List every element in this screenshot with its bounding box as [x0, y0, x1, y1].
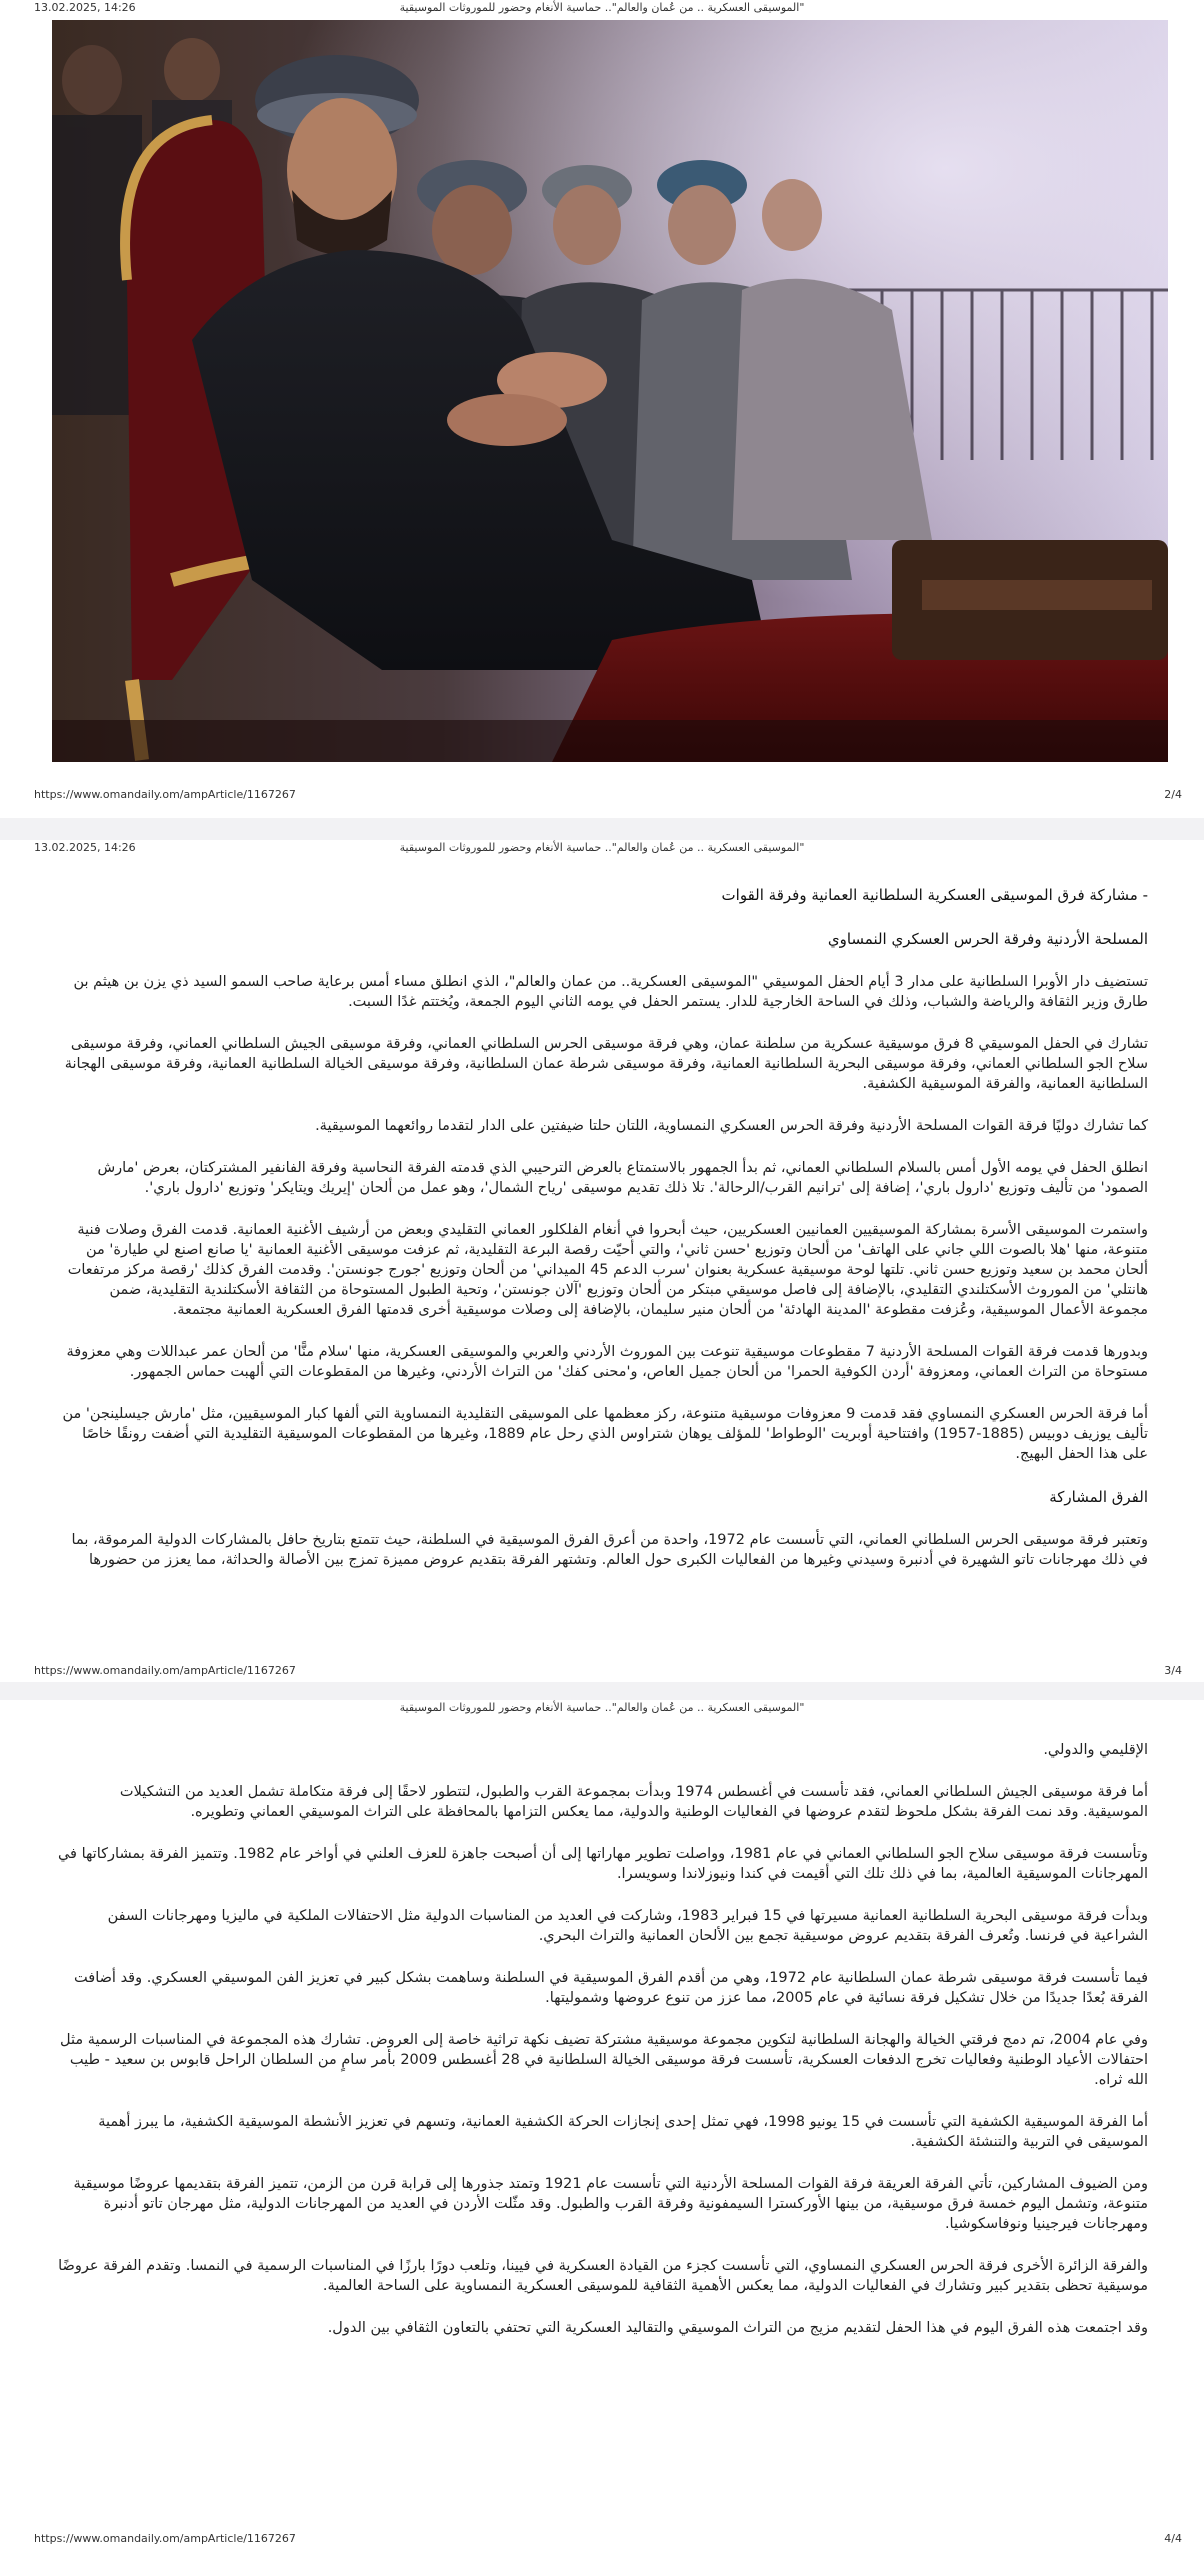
footer-url[interactable]: https://www.omandaily.om/ampArticle/1167267 — [34, 788, 296, 801]
article-photo — [52, 20, 1168, 762]
article-body — [56, 1740, 1148, 2360]
pdf-page-3 — [0, 840, 1204, 1682]
paragraph: واستمرت الموسيقى الأسرة بمشاركة الموسيقيين العمانيين العسكريين، حيث أبحروا في أنغام الفلكلور العماني التقليدي وبعض من أرشيف الأغنية العمانية. قدمت الفرق وصلات فنية متنوعة، منها 'هلا بالصوت اللي جاني على الهاتف' من ألحان وتوزيع 'حسن ثاني'، والتي أحيّت رقصة البرعة التقليدية، ثم عزفت موسيقى الأغنية العمانية 'يا صانع اصنع لي طيارة' من ألحان محمد بن سعيد وتوزيع حسن ثاني. تلتها لوحة موسيقية عسكرية بعنوان 'سرب الدعم 45 الميداني' من ألحان وتوزيع 'جورج جونستن'. وقدمت الفرق كذلك 'رقصة مركز مرتفعات هانتلي' من الموروث الأسكتلندي التقليدي، بالإضافة إلى فاصل موسيقي مبتكر من ألحان وتوزيع 'آلان جونستن'، وتحية الطبول المستوحاة من الثقافة الأسكتلندية التقليدية، ضمن مجموعة الأعمال الموسيقية، وعُزفت مقطوعة 'المدينة الهادئة' من ألحان منير سليمان، بالإضافة إلى وصلات موسيقية أخرى قدمتها الفرق العسكرية العمانية مجتمعة. — [67, 1222, 1148, 1318]
paragraph: أما فرقة الحرس العسكري النمساوي فقد قدمت 9 معزوفات موسيقية متنوعة، ركز معظمها على الموسيقى التقليدية النمساوية التي ألفها كبار الموسيقيين، مثل 'مارش جيسلينجن' من تأليف يوزيف دوبيس (1885-1957) وافتتاحية أوبريت 'الوطواط' للمؤلف يوهان شتراوس الذي رحل عام 1889، وغيرها من المقطوعات الموسيقية التقليدية التي أضفت رونقًا خاصًا على هذا الحفل البهيج. — [62, 1406, 1148, 1462]
paragraph: انطلق الحفل في يومه الأول أمس بالسلام السلطاني العماني، ثم بدأ الجمهور بالاستمتاع بالعرض الترحيبي الذي قدمته الفرقة النحاسية وفرقة الفانفير المشتركتان، بعرض 'مارش الصمود' من تأليف وتوزيع 'دارول باري'، إضافة إلى 'ترانيم القرب/الرحالة'. تلا ذلك تقديم موسيقى 'رياح الشمال'، وهو عمل من ألحان 'إيريك ويتايكر' وتوزيع 'دارول باري'. — [97, 1160, 1148, 1196]
paragraph: الإقليمي والدولي. — [1043, 1742, 1148, 1758]
paragraph: وبدأت فرقة موسيقى البحرية السلطانية العمانية مسيرتها في 15 فبراير 1983، وشاركت في العديد من المناسبات الدولية مثل الاحتفالات الملكية في ماليزيا ومهرجانات السفن الشراعية في فرنسا. وتُعرف الفرقة بتقديم عروض موسيقية تجمع بين الألحان العمانية والتراث البحري. — [107, 1908, 1148, 1944]
print-title: الموسيقى العسكرية .. من عُمان والعالم".. حماسية الأنغام وحضور للموروثات الموسيقية" — [399, 1, 805, 14]
timestamp: 13.02.2025, 14:26 — [34, 1, 136, 14]
page-number: 4/4 — [1164, 2532, 1182, 2545]
timestamp: 13.02.2025, 14:26 — [34, 841, 136, 854]
page-footer — [0, 2532, 1204, 2548]
paragraph: تشارك في الحفل الموسيقي 8 فرق موسيقية عسكرية من سلطنة عمان، وهي فرقة موسيقى الحرس السلطاني العماني، وفرقة موسيقى الجيش السلطاني العماني، وفرقة موسيقى سلاح الجو السلطاني العماني، وفرقة موسيقى البحرية السلطانية العمانية، وفرقة موسيقى شرطة عمان السلطانية، وفرقة موسيقى الخيالة السلطانية العمانية، وفرقة موسيقى الهجانة السلطانية العمانية، والفرقة الموسيقية الكشفية. — [64, 1036, 1148, 1092]
paragraph: وبدورها قدمت فرقة القوات المسلحة الأردنية 7 مقطوعات موسيقية تنوعت بين الموروث الأردني والعربي والموسيقى العسكرية، منها 'سلام منًّا' من ألحان عمر عبداللات وهي معزوفة مستوحاة من التراث العماني، ومعزوفة 'أردن الكوفية الحمرا' من ألحان جميل العاص، و'محنى كفك' من التراث الأردني، وغيرها من المقطوعات التي ألهبت حماس الجمهور. — [66, 1344, 1148, 1380]
paragraph: أما الفرقة الموسيقية الكشفية التي تأسست في 15 يونيو 1998، فهي تمثل إحدى إنجازات الحركة الكشفية العمانية، وتسهم في تعزيز الأنشطة الموسيقية الكشفية، ما يبرز أهمية الموسيقى في التربية والتنشئة الكشفية. — [98, 2114, 1148, 2150]
page-header — [0, 0, 1204, 20]
page-footer — [0, 1664, 1204, 1680]
pdf-page-4 — [0, 1700, 1204, 2560]
paragraph: وتأسست فرقة موسيقى سلاح الجو السلطاني العماني في عام 1981، وواصلت تطوير مهاراتها إلى أن أصبحت جاهزة للعزف العلني في أواخر عام 1982. وتتميز الفرقة بمشاركاتها في المهرجانات الموسيقية العالمية، بما في ذلك تلك التي أقيمت في كندا ونيوزلاندا وسويسرا. — [57, 1846, 1148, 1882]
page-header — [0, 1700, 1204, 1720]
section-heading: - مشاركة فرق الموسيقى العسكرية السلطانية العمانية وفرقة القوات — [721, 886, 1148, 904]
page-number: 3/4 — [1164, 1664, 1182, 1677]
paragraph: فيما تأسست فرقة موسيقى شرطة عمان السلطانية عام 1972، وهي من أقدم الفرق الموسيقية في السلطنة وساهمت بشكل كبير في تعزيز الفن الموسيقي العسكري. وقد أضافت الفرقة بُعدًا جديدًا من خلال تشكيل فرقة نسائية في عام 2005، مما عزز من تنوع عروضها وشموليتها. — [74, 1970, 1148, 2006]
page-number: 2/4 — [1164, 788, 1182, 801]
paragraph: كما تشارك دوليًا فرقة القوات المسلحة الأردنية وفرقة الحرس العسكري النمساوية، اللتان حلتا ضيفتين على الدار لتقدما روائعهما الموسيقية. — [315, 1118, 1148, 1134]
page-footer — [0, 788, 1204, 804]
paragraph: تستضيف دار الأوبرا السلطانية على مدار 3 أيام الحفل الموسيقي "الموسيقى العسكرية.. من عمان والعالم"، الذي انطلق مساء أمس برعاية صاحب السمو السيد ذي يزن بن هيثم بن طارق وزير الثقافة والرياضة والشباب، وذلك في الساحة الخارجية للدار. يستمر الحفل في يومه الثاني اليوم الجمعة، ويُختتم غدًا السبت. — [73, 974, 1148, 1010]
print-title: الموسيقى العسكرية .. من عُمان والعالم".. حماسية الأنغام وحضور للموروثات الموسيقية" — [399, 1701, 805, 1714]
pdf-page-2 — [0, 0, 1204, 818]
paragraph: والفرقة الزائرة الأخرى فرقة الحرس العسكري النمساوي، التي تأسست كجزء من القيادة العسكرية في فيينا، وتلعب دورًا بارزًا في المناسبات الرسمية في النمسا. وتقدم الفرقة عروضًا موسيقية تحظى بتقدير كبير وتشارك في الفعاليات الدولية، مما يعكس الأهمية الثقافية للموسيقى العسكرية النمساوية على الساحة العالمية. — [58, 2258, 1148, 2294]
print-title: الموسيقى العسكرية .. من عُمان والعالم".. حماسية الأنغام وحضور للموروثات الموسيقية" — [399, 841, 805, 854]
article-body — [56, 884, 1148, 1592]
paragraph: ومن الضيوف المشاركين، تأتي الفرقة العريقة فرقة القوات المسلحة الأردنية التي تأسست عام 1921 وتمتد جذورها إلى قرابة قرن من الزمن، تتميز الفرقة بتقديمها عروضًا موسيقية متنوعة، وتشمل اليوم خمسة فرق موسيقية، من بينها الأوركسترا السيمفونية وفرقة القرب والطبول. وقد مثّلت الأردن في العديد من المهرجانات الدولية، مثل مهرجان تاتو أدنبرة ومهرجانات فيرجينيا ونوفاسكوشيا. — [73, 2176, 1148, 2232]
page-header — [0, 840, 1204, 860]
section-heading: الفرق المشاركة — [1049, 1488, 1148, 1506]
footer-url[interactable]: https://www.omandaily.om/ampArticle/1167267 — [34, 1664, 296, 1677]
photo-image — [52, 20, 1168, 762]
section-heading: المسلحة الأردنية وفرقة الحرس العسكري النمساوي — [827, 930, 1148, 948]
paragraph: وقد اجتمعت هذه الفرق اليوم في هذا الحفل لتقديم مزيج من التراث الموسيقي والتقاليد العسكرية التي تحتفي بالتعاون الثقافي بين الدول. — [327, 2320, 1148, 2336]
paragraph: وفي عام 2004، تم دمج فرقتي الخيالة والهجانة السلطانية لتكوين مجموعة موسيقية مشتركة تضيف نكهة تراثية خاصة إلى العروض. تشارك هذه المجموعة في المناسبات الرسمية مثل احتفالات الأعياد الوطنية وفعاليات تخرج الدفعات العسكرية، تأسست فرقة موسيقى الخيالة السلطانية في 28 أغسطس 2009 بأمر سامٍ من السلطان الراحل قابوس بن سعيد - طيب الله ثراه. — [60, 2032, 1148, 2088]
paragraph: أما فرقة موسيقى الجيش السلطاني العماني، فقد تأسست في أغسطس 1974 وبدأت بمجموعة القرب والطبول، لتتطور لاحقًا إلى فرقة متكاملة تشمل العديد من التشكيلات الموسيقية. وقد نمت الفرقة بشكل ملحوظ لتقدم عروضها في الفعاليات الوطنية والدولية، مما يعكس التزامها بالمحافظة على التراث الموسيقي العماني وتطويره. — [119, 1784, 1148, 1820]
footer-url[interactable]: https://www.omandaily.om/ampArticle/1167267 — [34, 2532, 296, 2545]
paragraph: وتعتبر فرقة موسيقى الحرس السلطاني العماني، التي تأسست عام 1972، واحدة من أعرق الفرق الموسيقية في السلطنة، حيث تتمتع بتاريخ حافل بالمشاركات الدولية المرموقة، بما في ذلك مهرجانات تاتو الشهيرة في أدنبرة وسيدني وغيرها من الفعاليات الكبرى حول العالم. وتشتهر الفرقة بتقديم عروض مميزة تمزج بين الأصالة والحداثة، مما يعزز من حضورها — [71, 1532, 1148, 1568]
